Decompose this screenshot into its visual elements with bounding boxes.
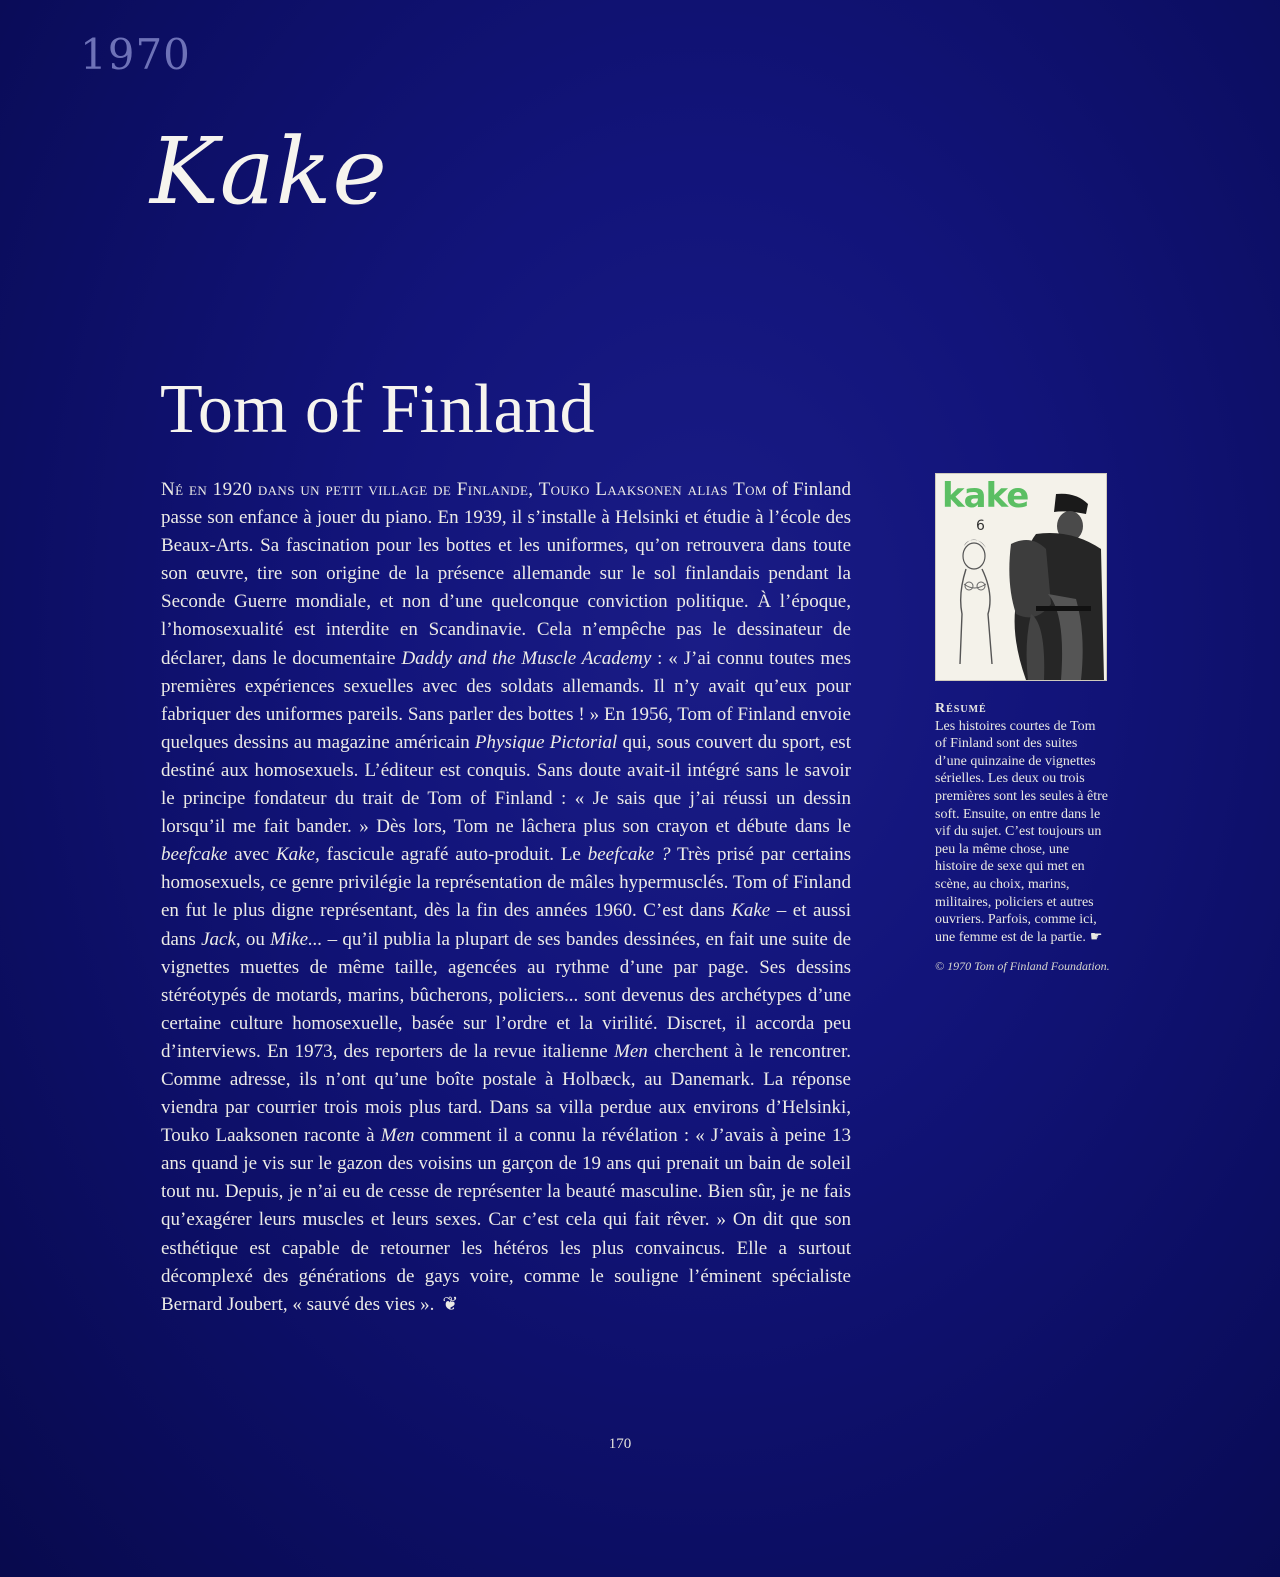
cover-issue-number: 6	[976, 518, 985, 534]
series-title: Kake	[150, 118, 388, 225]
article-text-4: avec	[227, 844, 276, 866]
article-text-2: : « J’ai connu toutes mes premières expériences sexuelles avec des soldats allemands. Il n’y avait qu’eux pour fabriquer des uniformes pareils. Sans parler des bottes ! » En 1956, Tom of Finland envoie quelques dessins au magazine américain	[161, 647, 851, 753]
article-text-5: fascicule agrafé auto-produit. Le	[319, 844, 588, 866]
article-lead: Né en 1920 dans un petit village de Finlande, Touko Laaksonen alias Tom	[161, 479, 767, 500]
magazine-title: Physique Pictorial	[474, 731, 618, 753]
article-text-9: – qu’il publia la plupart de ses bandes dessinées, en fait une suite de vignettes muettes de même taille, agencées au rythme d’une par page. Ses dessins stéréotypés de motards, marins, bûcherons, policiers... sont devenus des archétypes d’une certaine culture homosexuelle, basée sur l’ordre et la virilité. Discret, il accorda peu d’interviews. En 1973, des reporters de la revue italienne	[161, 928, 852, 1062]
cover-logo: kake	[942, 476, 1029, 516]
title-kake: Kake,	[275, 844, 320, 866]
caption-text	[935, 718, 1110, 947]
article-text-8: ou	[240, 928, 271, 950]
year-label: 1970	[80, 30, 191, 79]
term-beefcake-question: beefcake ?	[587, 844, 671, 866]
film-title: Daddy and the Muscle Academy	[401, 647, 652, 669]
article-text-11: comment il a connu la révélation : « J’avais à peine 13 ans quand je vis sur le gazon des voisins un garçon de 19 ans qui prenait un bain de soleil tout nu. Depuis, je n’ai eu de cesse de représenter la beauté masculine. Bien sûr, je ne fais qu’exagérer leurs muscles et leurs sexes. Car c’est cela qui fait rêver. » On dit que son esthétique est capable de retourner les hétéros les plus convaincus. Elle a surtout décomplexé des générations de gays voire, comme le souligne l’éminent spécialiste Bernard Joubert, « sauvé des vies ».	[161, 1125, 851, 1315]
title-men-2: Men	[380, 1125, 415, 1147]
title-kake-2: Kake	[731, 900, 771, 922]
title-mike: Mike...	[270, 928, 323, 950]
page-number: 170	[608, 1436, 632, 1452]
pointing-hand-icon: ☛	[1089, 929, 1103, 945]
title-jack: Jack,	[201, 928, 241, 950]
image-copyright: © 1970 Tom of Finland Foundation.	[935, 959, 1110, 974]
article-body	[161, 476, 851, 1319]
article-title: Tom of Finland	[160, 371, 595, 448]
article-text-10: cherchent à le rencontrer. Comme adresse, ils n’ont qu’une boîte postale à Holbæck, au Danemark. La réponse viendra par courrier trois mois plus tard. Dans sa villa perdue aux environs d’Helsinki, Touko Laaksonen raconte à	[161, 1040, 851, 1147]
title-men: Men	[614, 1040, 648, 1062]
end-ornament-icon: ❦	[442, 1293, 459, 1315]
article-text-3: qui, sous couvert du sport, est destiné aux homosexuels. L’éditeur est conquis. Sans doute avait-il intégré sans le savoir le principe fondateur du trait de Tom of Finland : « Je sais que j’ai réussi un dessin lorsqu’il me fait bander. » Dès lors, Tom ne lâchera plus son crayon et débute dans le	[161, 731, 851, 838]
article-text-1: of Finland passe son enfance à jouer du piano. En 1939, il s’installe à Helsinki et étudie à l’école des Beaux-Arts. Sa fascination pour les bottes et les uniformes, qu’on retrouvera dans toute son œuvre, tire son origine de la présence allemande sur le sol finlandais pendant la Seconde Guerre mondiale, et non d’une quelconque conviction politique. À l’époque, l’homosexualité est interdite en Scandinavie. Cela n’empêche pas le dessinateur de déclarer, dans le documentaire	[161, 479, 852, 669]
article-text-6: Très prisé par certains homosexuels, ce genre privilégie la représentation de mâles hypermusclés. Tom of Finland en fut le plus digne représentant, dès la fin des années 1960. C’est dans	[161, 844, 851, 922]
caption-body: Les histoires courtes de Tom of Finland sont des suites d’une quinzaine de vignettes sérielles. Les deux ou trois premières sont les seules à être soft. Ensuite, on entre dans le vif du sujet. C’est toujours un peu la même chose, une histoire de sexe qui met en scène, au choix, marins, militaires, policiers et autres ouvriers. Parfois, comme ici, une femme est de la partie.	[935, 718, 1108, 945]
sidebar-caption	[935, 700, 1110, 975]
caption-heading: Résumé	[935, 701, 987, 716]
article-text-7: – et aussi dans	[161, 900, 851, 950]
kake-cover-image	[935, 473, 1107, 681]
term-beefcake: beefcake	[161, 844, 228, 866]
